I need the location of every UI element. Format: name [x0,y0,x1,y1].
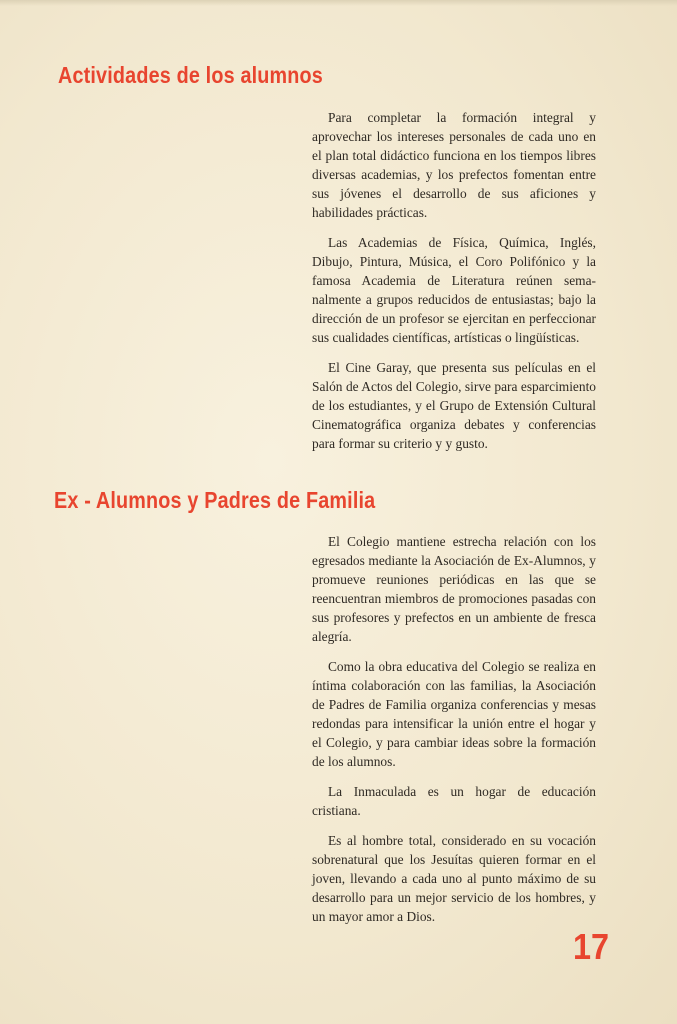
paragraph: Es al hombre total, considerado en su vocación sobrenatural que los Jesuítas quieren formar en el joven, llevando a cada uno al punto máximo de su desarrollo para un mejor servicio de los hombres, y un mayor amor a Dios. [312,833,596,924]
paragraph: El Cine Garay, que presenta sus películas en el Salón de Actos del Colegio, sirve para esparcimiento de los estudiantes, y el Grupo de Extensión Cultural Cinematográfica organiza debates y conferencias para formar su criterio y y gusto. [312,360,596,451]
section-title-actividades: Actividades de los alumnos [58,62,323,88]
page-number: 17 [572,926,609,967]
section-actividades-body [312,108,596,464]
page-top-edge [0,0,677,6]
paragraph: La Inmaculada es un hogar de educación cristiana. [312,784,596,818]
section-title-exalumnos: Ex - Alumnos y Padres de Familia [54,487,376,513]
section-exalumnos-body [312,532,596,937]
paragraph: Como la obra educativa del Colegio se realiza en íntima colaboración con las familias, la Asociación de Padres de Familia organiza conferencias y mesas redondas para intensificar la unión entre el hogar y el Colegio, y para cambiar ideas sobre la formación de los alumnos. [312,659,596,769]
paragraph: Para completar la formación integral y aprovechar los intereses personales de cada uno en el plan total didáctico funciona en los tiempos libres diversas academias, y los prefectos fomentan entre sus jóvenes el desarrollo de sus aficiones y habilidades prácticas. [312,110,596,220]
paragraph: El Colegio mantiene estrecha relación con los egresados mediante la Asociación de Ex-Alumnos, y promueve reuniones periódicas en las que se reencuentran miembros de promociones pasadas con sus profesores y prefectos en un ambiente de fresca alegría. [312,534,596,644]
paragraph: Las Academias de Física, Química, Inglés, Dibujo, Pintura, Música, el Coro Polifónico y la famosa Academia de Literatura reúnen semanalmente a grupos reducidos de entusiastas; bajo la dirección de un profesor se ejercitan en perfeccionar sus cualidades científicas, artísticas o lingüísticas. [312,235,596,345]
